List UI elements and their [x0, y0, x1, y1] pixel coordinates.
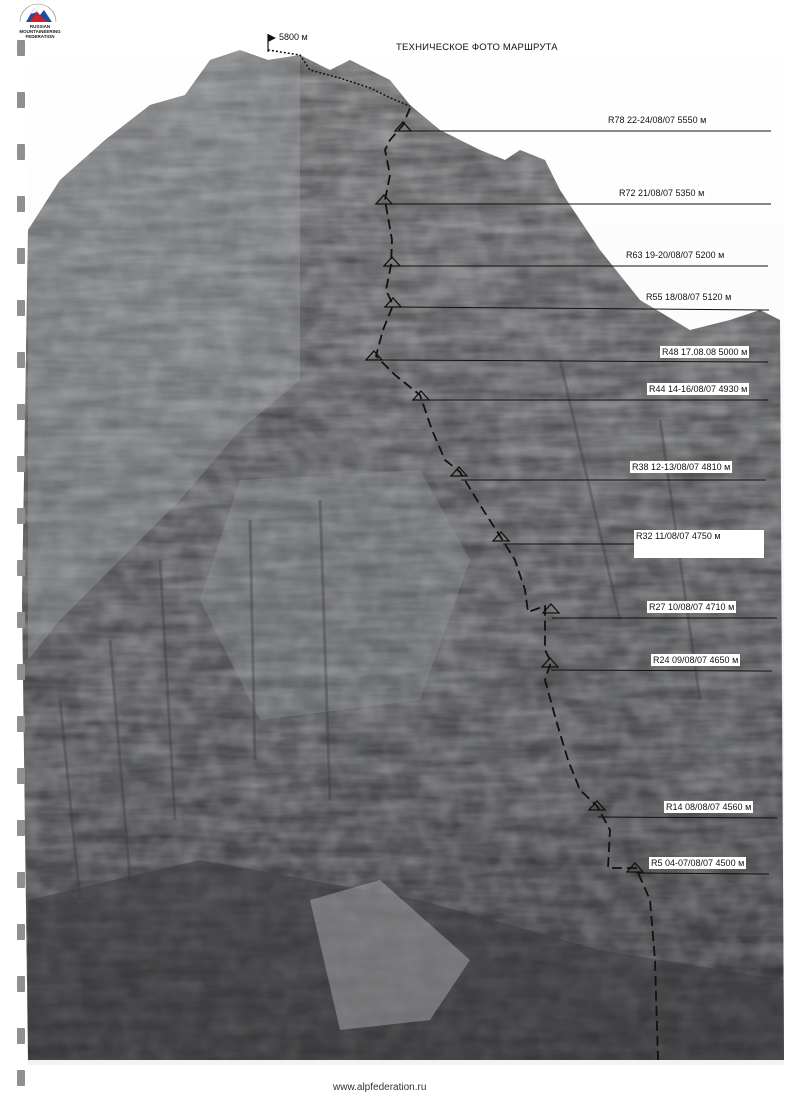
bivouac-label-r24: R24 09/08/07 4650 м	[653, 655, 739, 665]
bivouac-label-r63: R63 19-20/08/07 5200 м	[626, 250, 725, 260]
bivouac-label-r32: R32 11/08/07 4750 м	[634, 530, 764, 558]
bivouac-label-r14: R14 08/08/07 4560 м	[666, 802, 752, 812]
bivouac-label-r55: R55 18/08/07 5120 м	[646, 292, 732, 302]
summit-altitude-label: 5800 м	[279, 32, 308, 42]
federation-logo	[4, 0, 68, 40]
bivouac-label-r48: R48 17.08.08 5000 м	[662, 347, 748, 357]
bivouac-label-r44: R44 14-16/08/07 4930 м	[649, 384, 748, 394]
bivouac-label-r72: R72 21/08/07 5350 м	[619, 188, 705, 198]
bivouac-label-r27: R27 10/08/07 4710 м	[649, 602, 735, 612]
footer-url: www.alpfederation.ru	[333, 1082, 427, 1093]
bivouac-label-r5: R5 04-07/08/07 4500 м	[651, 858, 745, 868]
bivouac-label-r78: R78 22-24/08/07 5550 м	[608, 115, 707, 125]
bivouac-label-r38: R38 12-13/08/07 4810 м	[632, 462, 731, 472]
logo-caption: RUSSIAN MOUNTAINEERING FEDERATION	[19, 24, 61, 39]
page-title: ТЕХНИЧЕСКОЕ ФОТО МАРШРУТА	[396, 42, 558, 53]
binder-holes	[17, 30, 26, 1080]
